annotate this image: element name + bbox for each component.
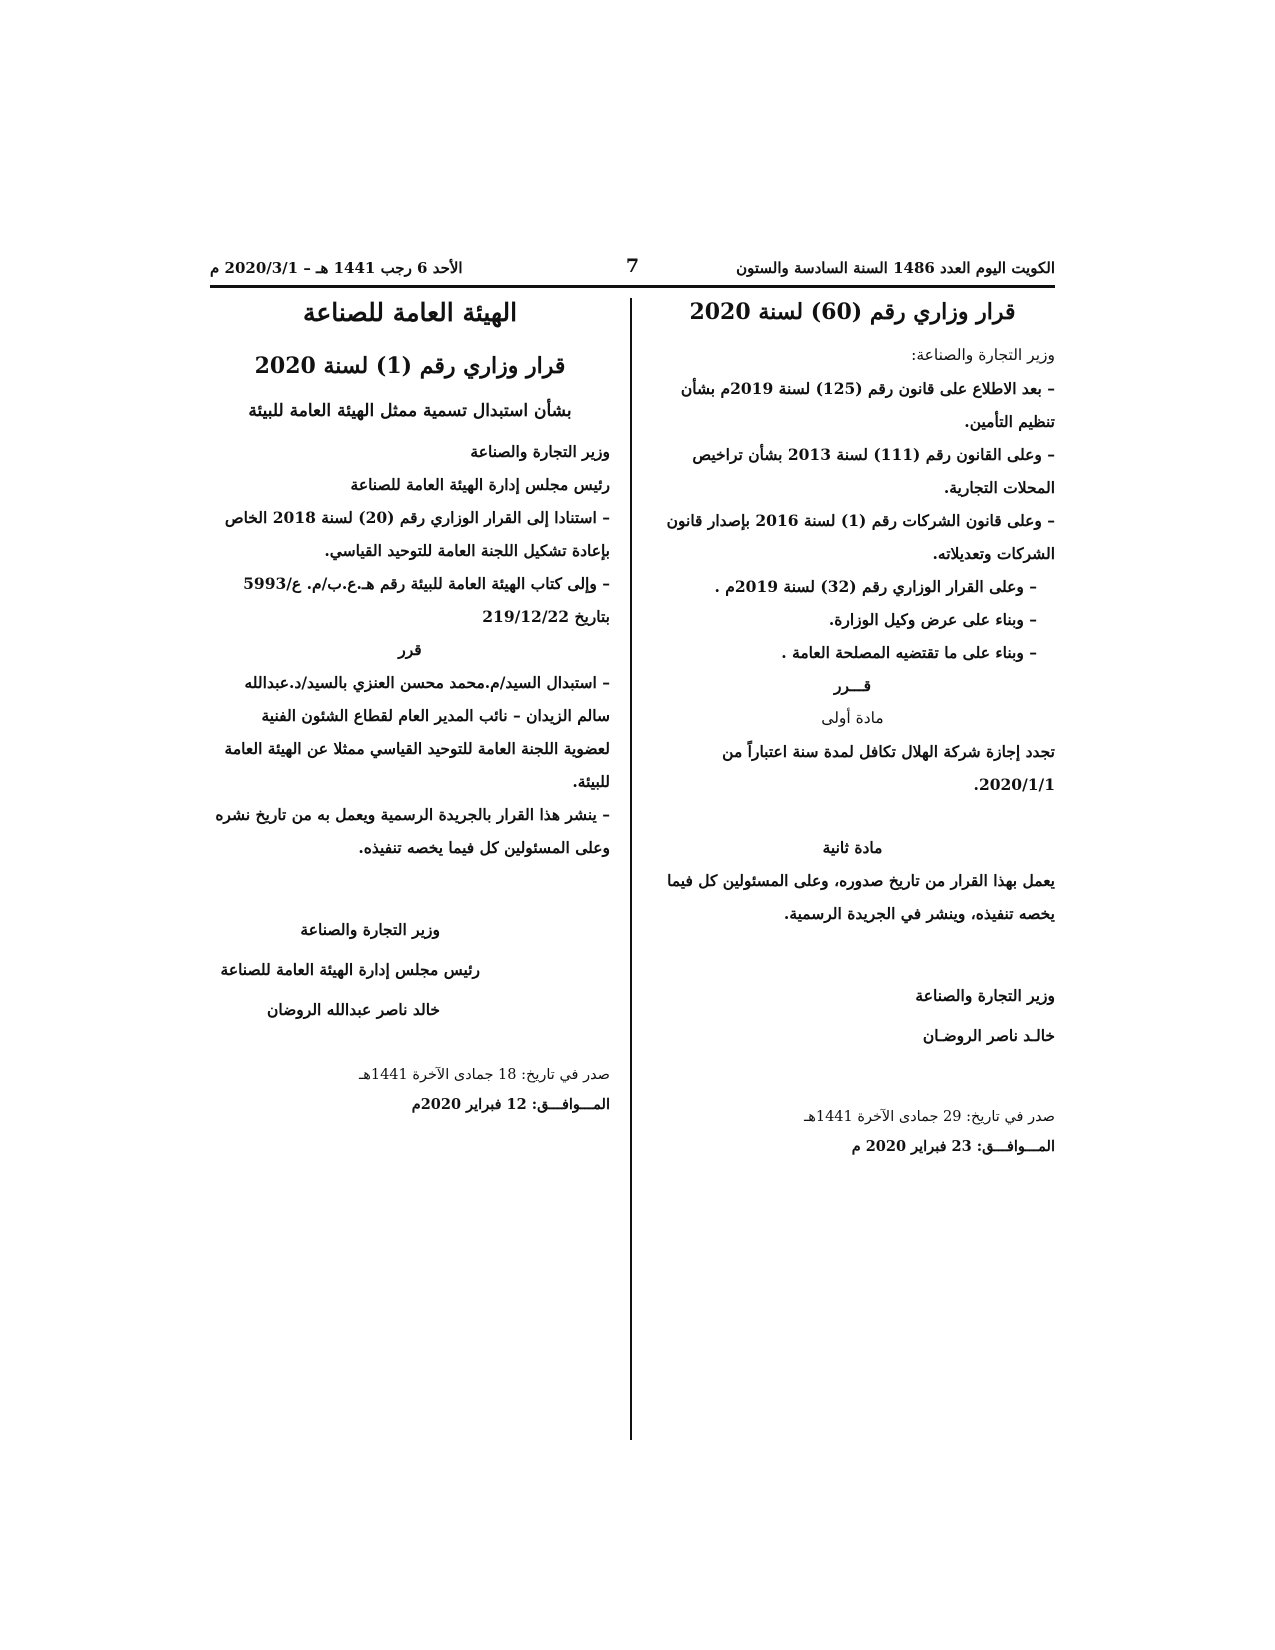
preamble-item: – وعلى قانون الشركات رقم (1) لسنة 2016 بإصدار قانون الشركات وتعديلاته. xyxy=(666,511,1055,563)
preamble-item: – بعد الاطلاع على قانون رقم (125) لسنة 2019م بشأن تنظيم التأمين. xyxy=(680,379,1055,431)
header-date: الأحد 6 رجب 1441 هـ – 2020/3/1 م xyxy=(210,259,463,277)
decided-heading: قـــرر xyxy=(833,676,872,695)
article-1-heading: مادة أولى xyxy=(821,709,884,727)
article-1-text: تجدد إجازة شركة الهلال تكافل لمدة سنة اعتباراً من 2020/1/1. xyxy=(722,742,1055,794)
column-divider xyxy=(630,298,632,1440)
signature-title-2: رئيس مجلس إدارة الهيئة العامة للصناعة xyxy=(220,960,480,979)
clause-item: – ينشر هذا القرار بالجريدة الرسمية ويعمل به من تاريخ نشره وعلى المسئولين كل فيما يخصه تنفيذه. xyxy=(215,805,610,857)
decided-heading: قرر xyxy=(398,640,422,659)
page-number: 7 xyxy=(625,255,640,277)
corresponding-date: المـــوافـــق: 23 فبراير 2020 م xyxy=(851,1138,1055,1155)
issued-date: صدر في تاريخ: 29 جمادى الآخرة 1441هـ xyxy=(803,1109,1055,1125)
signature-name: خالـد ناصر الروضـان xyxy=(922,1026,1055,1045)
org-title: الهيئة العامة للصناعة xyxy=(302,298,518,327)
decree-1-title: قرار وزاري رقم (1) لسنة 2020 xyxy=(254,353,566,379)
decree-60-issuer: وزير التجارة والصناعة: xyxy=(911,346,1055,364)
header-issue: الكويت اليوم العدد 1486 السنة السادسة والستون xyxy=(736,259,1055,277)
preamble-item: – استنادا إلى القرار الوزاري رقم (20) لسنة 2018 الخاص بإعادة تشكيل اللجنة العامة للتوحيد القياسي. xyxy=(224,508,610,560)
page-header xyxy=(210,255,1055,283)
preamble-item: – وبناء على عرض وكيل الوزارة. xyxy=(828,610,1037,629)
decree-1-subject: بشأن استبدال تسمية ممثل الهيئة العامة للبيئة xyxy=(248,401,572,421)
decree-1-issuer-2: رئيس مجلس إدارة الهيئة العامة للصناعة xyxy=(350,475,610,494)
signature-title: وزير التجارة والصناعة xyxy=(300,920,440,939)
clause-item: – استبدال السيد/م.محمد محسن العنزي بالسيد/د.عبدالله سالم الزيدان – نائب المدير العام لقطاع الشئون الفنية لعضوية اللجنة العامة للتوحيد القياسي ممثلا عن الهيئة العامة للبيئة. xyxy=(224,673,610,791)
article-2-heading: مادة ثانية xyxy=(822,838,883,857)
preamble-item: – وعلى القرار الوزاري رقم (32) لسنة 2019م . xyxy=(714,577,1037,596)
left-column xyxy=(210,295,610,1120)
article-2-text: يعمل بهذا القرار من تاريخ صدوره، وعلى المسئولين كل فيما يخصه تنفيذه، وينشر في الجريدة الرسمية. xyxy=(667,871,1055,923)
right-column xyxy=(650,295,1055,1162)
preamble-item: – وبناء على ما تقتضيه المصلحة العامة . xyxy=(781,643,1037,662)
preamble-item: – وإلى كتاب الهيئة العامة للبيئة رقم هـ.ع.ب/م. ع/5993 بتاريخ 219/12/22 xyxy=(243,574,610,626)
decree-60-title: قرار وزاري رقم (60) لسنة 2020 xyxy=(689,299,1016,325)
decree-1-issuer: وزير التجارة والصناعة xyxy=(470,442,610,461)
header-rule xyxy=(210,285,1055,288)
preamble-item: – وعلى القانون رقم (111) لسنة 2013 بشأن تراخيص المحلات التجارية. xyxy=(692,445,1055,497)
corresponding-date: المـــوافـــق: 12 فبراير 2020م xyxy=(411,1096,610,1113)
issued-date: صدر في تاريخ: 18 جمادى الآخرة 1441هـ xyxy=(358,1067,610,1083)
signature-name: خالد ناصر عبدالله الروضان xyxy=(267,1000,440,1019)
signature-title: وزير التجارة والصناعة xyxy=(915,986,1055,1005)
